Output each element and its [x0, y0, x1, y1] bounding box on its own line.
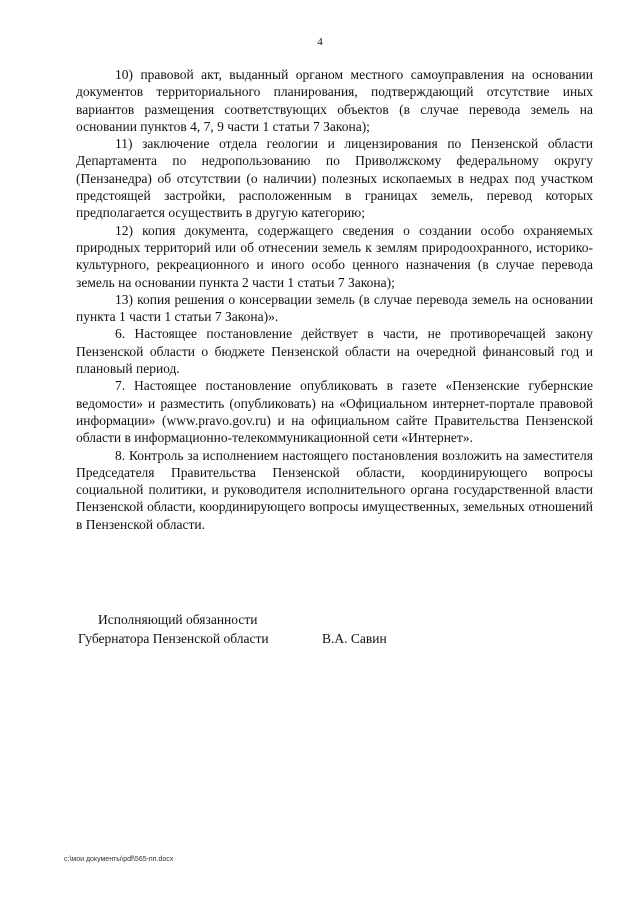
- paragraph-item-11: 11) заключение отдела геологии и лицензирования по Пензенской области Департамента по недропользованию по Приволжскому федеральному округу (Пензанедра) об отсутствии (о наличии) полезных ископаемых в недрах под участком предстоящей застройки, расположенным в границах земель, перевод которых предполагается осуществить в другую категорию;: [76, 136, 593, 221]
- paragraph-item-12: 12) копия документа, содержащего сведения о создании особо охраняемых природных территорий или об отнесении земель к землям природоохранного, историко-культурного, рекреационного и иного особо ценного назначения (в случае перевода земель на основании пункта 2 части 1 статьи 7 Закона);: [76, 222, 593, 290]
- signatory-name: В.А. Савин: [322, 631, 387, 646]
- page-number: 4: [317, 36, 323, 48]
- paragraph-item-10: 10) правовой акт, выданный органом местного самоуправления на основании документов территориального планирования, подтверждающий отсутствие иных вариантов размещения соответствующих объектов (в случае перевода земель на основании пунктов 4, 7, 9 части 1 статьи 7 Закона);: [76, 67, 593, 134]
- paragraph-clause-8: 8. Контроль за исполнением настоящего постановления возложить на заместителя Председателя Правительства Пензенской области, координирующего вопросы социальной политики, и руководителя исполнительного органа государственной власти Пензенской области, координирующего вопросы имущественных, земельных отношений в Пензенской области.: [76, 447, 593, 532]
- document-body: [76, 66, 593, 533]
- paragraph-clause-6: 6. Настоящее постановление действует в части, не противоречащей закону Пензенской области о бюджете Пензенской области на очередной финансовый год и плановый период.: [76, 326, 593, 377]
- paragraph-clause-7: 7. Настоящее постановление опубликовать в газете «Пензенские губернские ведомости» и разместить (опубликовать) на «Официальном интернет-портале правовой информации» (www.pravo.gov.ru) и на официальном сайте Правительства Пензенской области в информационно-телекоммуникационной сети «Интернет».: [76, 378, 593, 446]
- signatory-position-line2: Губернатора Пензенской области: [78, 631, 269, 646]
- footer-file-path: c:\мои документы\pdf\565-пп.docx: [64, 856, 174, 863]
- paragraph-item-13: 13) копия решения о консервации земель (в случае перевода земель на основании пункта 1 части 1 статьи 7 Закона)».: [76, 291, 593, 325]
- signatory-position-line1: Исполняющий обязанности: [98, 612, 258, 627]
